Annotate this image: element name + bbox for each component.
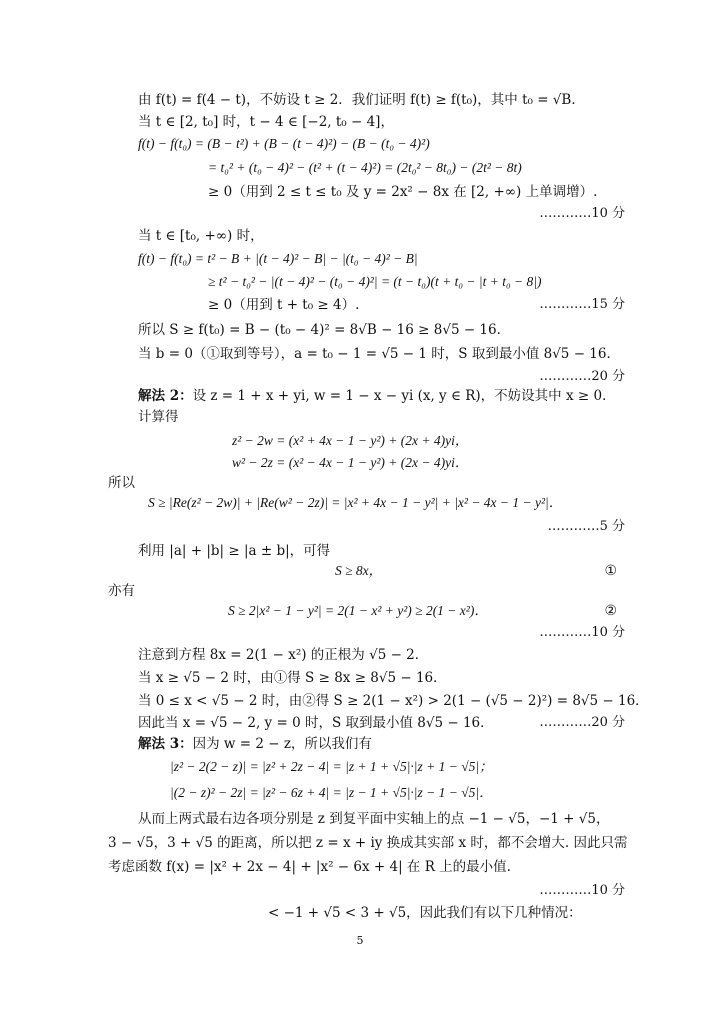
text-line: 当 x ≥ √5 − 2 时，由①得 S ≥ 8x ≥ 8√5 − 16． bbox=[138, 670, 447, 686]
score-marker: …………10 分 bbox=[539, 625, 625, 640]
method-label: 解法 3： bbox=[138, 736, 193, 752]
score-marker: …………15 分 bbox=[539, 297, 625, 312]
score-marker: …………10 分 bbox=[539, 883, 625, 898]
equation-line: = t₀² + (t₀ − 4)² − (t² + (t − 4)²) = (2t₀² − 8t₀) − (2t² − 8t) bbox=[208, 160, 522, 175]
equation-line: ≥ 0（用到 t + t₀ ≥ 4）. bbox=[208, 297, 360, 313]
text-line: 设 z = 1 + x + yi, w = 1 − x − yi (x, y ∈ R)，不妨设其中 x ≥ 0． bbox=[192, 388, 616, 404]
equation-line: w² − 2z = (x² − 4x − 1 − y²) + (2x − 4)yi． bbox=[232, 455, 469, 470]
text-line: 利用 |a| + |b| ≥ |a ± b|，可得 bbox=[138, 543, 331, 559]
equation-tag: ② bbox=[604, 603, 617, 619]
equation-line: f(t) − f(t₀) = t² − B + |(t − 4)² − B| − |(t₀ − 4)² − B| bbox=[138, 251, 418, 266]
text-line: 注意到方程 8x = 2(1 − x²) 的正根为 √5 − 2． bbox=[138, 647, 429, 663]
text-line: 考虑函数 f(x) = |x² + 2x − 4| + |x² − 6x + 4| 在 R 上的最小值. bbox=[108, 859, 511, 875]
text-line: 因此当 x = √5 − 2, y = 0 时，S 取到最小值 8√5 − 16． bbox=[138, 715, 494, 731]
equation-line: f(t) − f(t₀) = (B − t²) + (B − (t − 4)²) − (B − (t₀ − 4)²) bbox=[138, 136, 430, 151]
text-line: 所以 S ≥ f(t₀) = B − (t₀ − 4)² = 8√B − 16 ≥ 8√5 − 16． bbox=[138, 322, 511, 338]
text-line: 当 b = 0（①取到等号），a = t₀ − 1 = √5 − 1 时，S 取到最小值 8√5 − 16． bbox=[138, 346, 620, 362]
text-line: 3 − √5，3 + √5 的距离，所以把 z = x + iy 换成其实部 x 时，都不会增大. 因此只需 bbox=[108, 835, 628, 851]
method-2 bbox=[138, 387, 616, 405]
text-line: 当 t ∈ [2, t₀] 时，t − 4 ∈ [−2, t₀ − 4]， bbox=[138, 114, 394, 130]
text-line: 当 t ∈ [t₀, +∞) 时， bbox=[138, 228, 264, 244]
text-line: 当 0 ≤ x < √5 − 2 时，由②得 S ≥ 2(1 − x²) > 2(1 − (√5 − 2)²) = 8√5 − 16． bbox=[138, 693, 649, 709]
equation-tag: ① bbox=[604, 563, 617, 579]
score-marker: …………10 分 bbox=[539, 206, 625, 221]
equation-line: z² − 2w = (x² + 4x − 1 − y²) + (2x + 4)yi， bbox=[232, 433, 469, 448]
equation-line: S ≥ |Re(z² − 2w)| + |Re(w² − 2z)| = |x² + 4x − 1 − y²| + |x² − 4x − 1 − y²|． bbox=[148, 495, 563, 510]
text-line: 因为 w = 2 − z，所以我们有 bbox=[192, 736, 372, 752]
equation-line: |(2 − z)² − 2z| = |z² − 6z + 4| = |z − 1 + √5|·|z − 1 − √5|． bbox=[170, 785, 493, 800]
page-number: 5 bbox=[356, 934, 364, 947]
score-marker: …………20 分 bbox=[539, 715, 625, 730]
text-line: 计算得 bbox=[138, 409, 179, 425]
method-label: 解法 2： bbox=[138, 388, 193, 404]
text-line: 从而上两式最右边各项分别是 z 到复平面中实轴上的点 −1 − √5，−1 + √5， bbox=[138, 811, 610, 827]
equation-line: S ≥ 2|x² − 1 − y²| = 2(1 − x² + y²) ≥ 2(1 − x²)． bbox=[228, 603, 488, 618]
text-line: < −1 + √5 < 3 + √5，因此我们有以下几种情况： bbox=[268, 905, 582, 921]
text-line: 由 f(t) = f(4 − t)，不妨设 t ≥ 2．我们证明 f(t) ≥ f(t₀)，其中 t₀ = √B． bbox=[138, 92, 585, 108]
score-marker: …………5 分 bbox=[547, 519, 625, 534]
method-3 bbox=[138, 735, 372, 753]
equation-line: ≥ 0（用到 2 ≤ t ≤ t₀ 及 y = 2x² − 8x 在 [2, +∞) 上单调增）. bbox=[208, 184, 598, 200]
text-line: 所以 bbox=[108, 475, 135, 491]
equation-line: |z² − 2(2 − z)| = |z² + 2z − 4| = |z + 1 + √5|·|z + 1 − √5|； bbox=[170, 759, 493, 774]
text-line: 亦有 bbox=[108, 583, 135, 599]
equation-line: S ≥ 8x， bbox=[335, 563, 383, 578]
equation-line: ≥ t² − t₀² − |(t − 4)² − (t₀ − 4)²| = (t − t₀)(t + t₀ − |t + t₀ − 8|) bbox=[208, 274, 542, 289]
score-marker: …………20 分 bbox=[539, 369, 625, 384]
